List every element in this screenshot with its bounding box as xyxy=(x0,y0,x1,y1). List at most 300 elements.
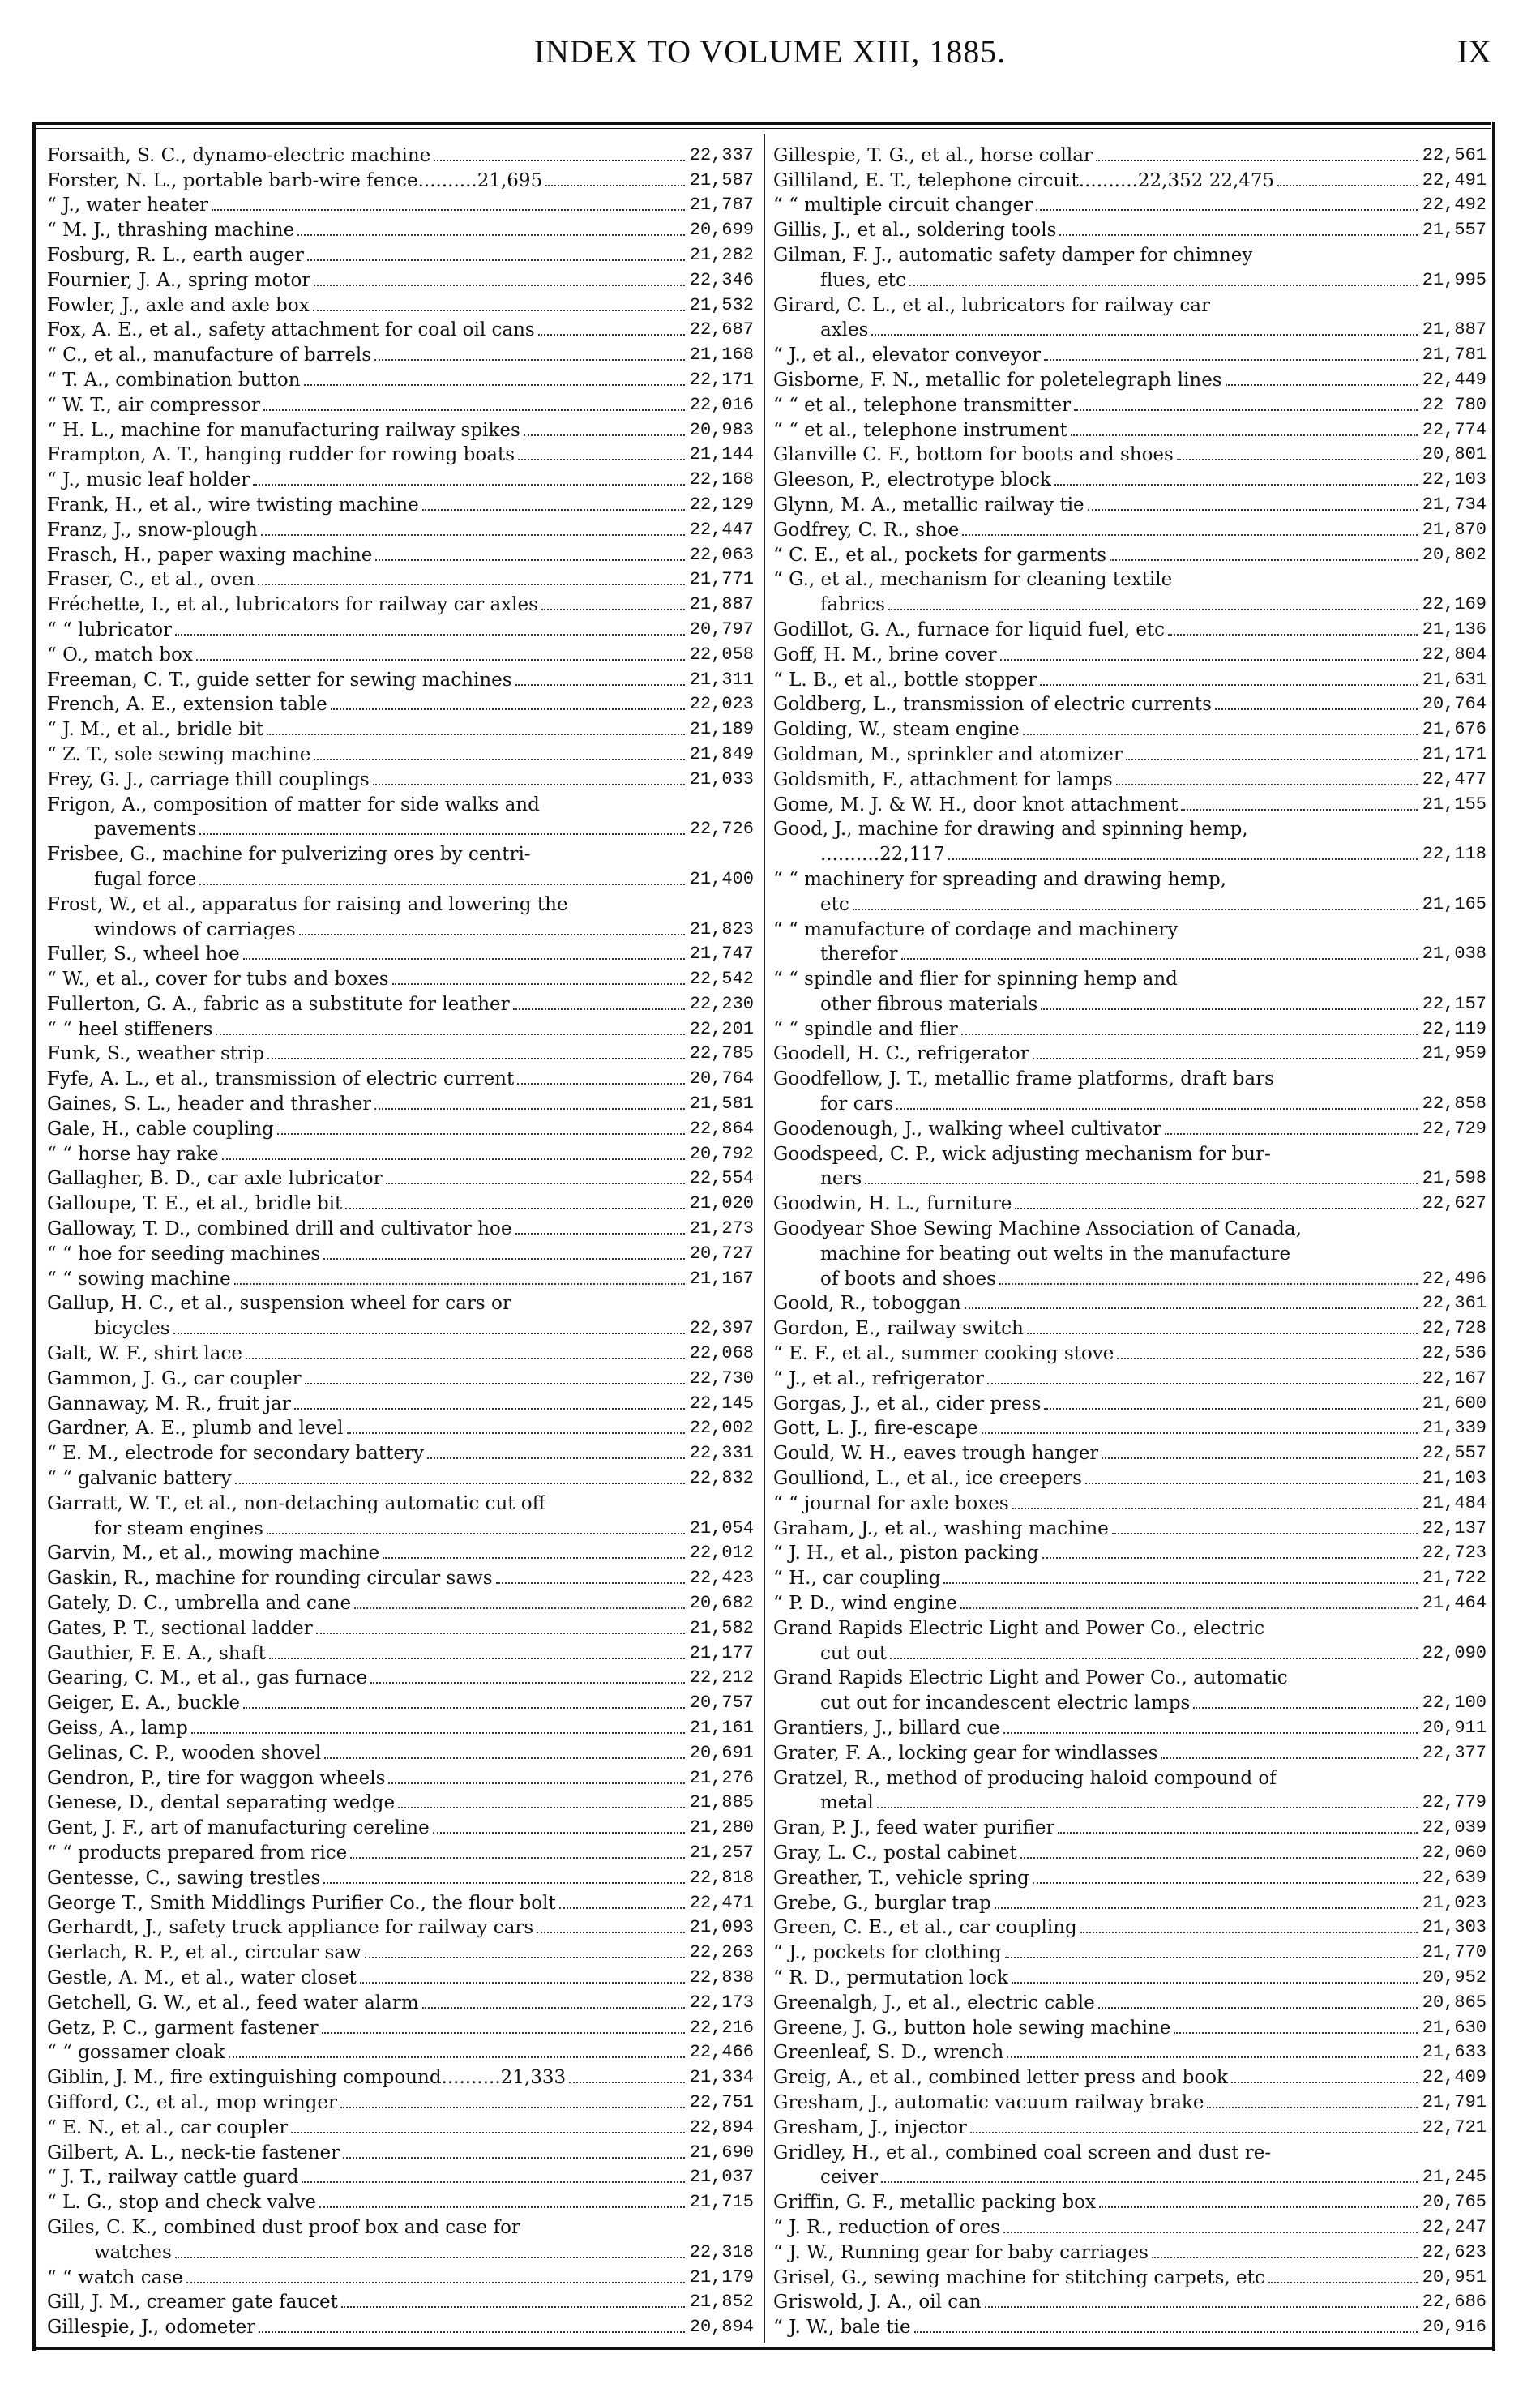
entry-text: of boots and shoes xyxy=(820,1268,996,1290)
patent-number: 22,216 xyxy=(689,2017,754,2038)
index-entry xyxy=(47,892,754,917)
index-entry xyxy=(773,942,1487,967)
index-entry xyxy=(773,1166,1487,1192)
entry-text: Getchell, G. W., et al., feed water alarm xyxy=(47,1992,419,2014)
entry-text: Greather, T., vehicle spring xyxy=(773,1867,1029,1889)
index-entry xyxy=(773,617,1487,642)
dot-leader xyxy=(1117,1358,1417,1359)
patent-number: 22 780 xyxy=(1422,394,1487,415)
patent-number: 21,598 xyxy=(1422,1168,1487,1189)
entry-text: Goulliond, L., et al., ice creepers xyxy=(773,1468,1082,1490)
entry-text: Gannaway, M. R., fruit jar xyxy=(47,1393,291,1414)
dot-leader xyxy=(1012,1508,1418,1509)
entry-text: Gillis, J., et al., soldering tools xyxy=(773,220,1057,242)
dot-leader xyxy=(1215,708,1418,710)
index-entry xyxy=(773,792,1487,817)
top-rule-thin xyxy=(32,128,1491,129)
entry-text: Graham, J., et al., washing machine xyxy=(773,1517,1109,1539)
entry-text: Garratt, W. T., et al., non-detaching automatic cut off xyxy=(47,1492,545,1514)
index-entry xyxy=(47,517,754,542)
entry-text: Galloway, T. D., combined drill and cultivator hoe xyxy=(47,1218,512,1240)
entry-text: Gilman, F. J., automatic safety damper for chimney xyxy=(773,244,1253,266)
entry-text: Gran, P. J., feed water purifier xyxy=(773,1817,1055,1839)
patent-number: 21,630 xyxy=(1422,2017,1487,2038)
entry-text: axles xyxy=(820,319,869,341)
dot-leader xyxy=(999,1283,1418,1285)
entry-text: etc xyxy=(820,893,849,915)
patent-number: 21,747 xyxy=(689,944,754,965)
patent-number: 22,129 xyxy=(689,494,754,515)
entry-text: “ “ sowing machine xyxy=(47,1268,231,1290)
patent-number: 22,726 xyxy=(689,819,754,840)
dot-leader xyxy=(1080,1932,1418,1933)
index-entry xyxy=(47,1366,754,1391)
patent-number: 21,582 xyxy=(689,1617,754,1638)
patent-number: 20,952 xyxy=(1422,1966,1487,1988)
index-entry xyxy=(773,1440,1487,1466)
index-entry xyxy=(773,1416,1487,1441)
index-entry xyxy=(773,1391,1487,1416)
page-number: IX xyxy=(1457,33,1491,70)
index-entry xyxy=(47,217,754,242)
dot-leader xyxy=(277,1133,685,1135)
entry-text: “ “ manufacture of cordage and machinery xyxy=(773,918,1179,940)
patent-number: 22,561 xyxy=(1422,144,1487,165)
patent-number: 22,818 xyxy=(689,1867,754,1888)
index-entry xyxy=(47,1990,754,2015)
index-entry xyxy=(47,1416,754,1441)
entry-text: Griswold, J. A., oil can xyxy=(773,2292,982,2313)
index-entry xyxy=(773,2290,1487,2315)
patent-number: 21,020 xyxy=(689,1193,754,1214)
index-entry xyxy=(773,1940,1487,1965)
index-entry xyxy=(47,2189,754,2215)
patent-number: 21,245 xyxy=(1422,2167,1487,2188)
dot-leader xyxy=(1085,1483,1418,1484)
dot-leader xyxy=(960,1607,1418,1609)
dot-leader xyxy=(538,334,685,336)
entry-text: Gates, P. T., sectional ladder xyxy=(47,1617,313,1639)
patent-number: 22,447 xyxy=(689,519,754,540)
dot-leader xyxy=(1059,234,1417,236)
patent-number: 21,959 xyxy=(1422,1043,1487,1064)
dot-leader xyxy=(1033,1882,1418,1884)
patent-number: 22,002 xyxy=(689,1418,754,1439)
index-entry xyxy=(47,193,754,218)
dot-leader xyxy=(267,1533,685,1534)
entry-text: “ T. A., combination button xyxy=(47,369,301,391)
entry-text: Fosburg, R. L., earth auger xyxy=(47,244,304,266)
entry-text: Gott, L. J., fire-escape xyxy=(773,1418,978,1440)
index-entry xyxy=(773,567,1487,593)
entry-text: Goodfellow, J. T., metallic frame platforms, draft bars xyxy=(773,1068,1274,1090)
top-rule xyxy=(32,122,1491,125)
index-entry xyxy=(47,1965,754,1990)
dot-leader xyxy=(1044,359,1418,361)
entry-text: Genese, D., dental separating wedge xyxy=(47,1792,396,1814)
entry-text: George T., Smith Middlings Purifier Co., the flour bolt xyxy=(47,1892,556,1914)
patent-number: 20,911 xyxy=(1422,1718,1487,1738)
index-entry xyxy=(773,642,1487,667)
patent-number: 21,823 xyxy=(689,918,754,939)
entry-text: Gearing, C. M., et al., gas furnace xyxy=(47,1667,368,1689)
dot-leader xyxy=(229,2056,685,2058)
patent-number: 22,157 xyxy=(1422,993,1487,1014)
dot-leader xyxy=(1007,2056,1417,2058)
patent-number: 21,280 xyxy=(689,1817,754,1838)
entry-text: Gillespie, J., odometer xyxy=(47,2317,256,2339)
entry-text: Fournier, J. A., spring motor xyxy=(47,269,311,291)
dot-leader xyxy=(524,434,685,436)
patent-number: 22,331 xyxy=(689,1443,754,1464)
patent-number: 22,751 xyxy=(689,2091,754,2112)
index-entry xyxy=(47,966,754,991)
entry-text: “ E. N., et al., car coupler xyxy=(47,2116,289,2138)
dot-leader xyxy=(234,1283,685,1285)
index-entry xyxy=(47,1791,754,1816)
index-entry xyxy=(773,143,1487,168)
dot-leader xyxy=(422,2007,685,2009)
patent-number: 22,119 xyxy=(1422,1018,1487,1039)
dot-leader xyxy=(434,160,685,161)
index-entry xyxy=(47,592,754,617)
entry-text: Gent, J. F., art of manufacturing cereline xyxy=(47,1817,430,1839)
dot-leader xyxy=(354,1607,685,1609)
entry-text: “ H., car coupling xyxy=(773,1568,941,1590)
patent-number: 22,774 xyxy=(1422,419,1487,440)
patent-number: 21,093 xyxy=(689,1917,754,1938)
dot-leader xyxy=(1099,2206,1418,2208)
patent-number: 21,600 xyxy=(1422,1393,1487,1414)
entry-text: Goodyear Shoe Sewing Machine Association of Canada, xyxy=(773,1218,1302,1240)
patent-number: 22,103 xyxy=(1422,469,1487,490)
dot-leader xyxy=(943,1582,1417,1584)
patent-number: 21,887 xyxy=(1422,319,1487,340)
dot-leader xyxy=(1040,684,1418,686)
entry-text: Franz, J., snow-plough xyxy=(47,519,258,541)
dot-leader xyxy=(1023,734,1418,735)
entry-text: Gelinas, C. P., wooden shovel xyxy=(47,1742,322,1764)
dot-leader xyxy=(1193,1707,1417,1709)
entry-text: flues, etc xyxy=(820,269,906,291)
patent-number: 22,377 xyxy=(1422,1742,1487,1763)
dot-leader xyxy=(370,1682,685,1684)
entry-text: “ M. J., thrashing machine xyxy=(47,220,295,242)
entry-text: Galt, W. F., shirt lace xyxy=(47,1343,242,1365)
index-entry xyxy=(47,1690,754,1715)
entry-text: Good, J., machine for drawing and spinning hemp, xyxy=(773,819,1248,841)
entry-text: Gresham, J., automatic vacuum railway brake xyxy=(773,2091,1204,2113)
dot-leader xyxy=(258,584,684,585)
entry-text: “ “ heel stiffeners xyxy=(47,1018,213,1040)
entry-text: Grand Rapids Electric Light and Power Co., electric xyxy=(773,1617,1265,1639)
patent-number: 21,257 xyxy=(689,1842,754,1863)
index-entry xyxy=(47,1541,754,1566)
patent-number: 22,779 xyxy=(1422,1792,1487,1813)
entry-text: Garvin, M., et al., mowing machine xyxy=(47,1543,380,1564)
dot-leader xyxy=(901,958,1418,960)
index-entry xyxy=(47,392,754,417)
patent-number: 21,849 xyxy=(689,743,754,764)
patent-number: 21,273 xyxy=(689,1218,754,1239)
entry-text: Gillespie, T. G., et al., horse collar xyxy=(773,144,1093,166)
index-entry xyxy=(773,1641,1487,1666)
dot-leader xyxy=(1168,634,1418,636)
entry-text: ..........22,117 xyxy=(820,844,945,866)
patent-number: 22,039 xyxy=(1422,1817,1487,1838)
entry-text: Golding, W., steam engine xyxy=(773,719,1020,741)
index-entry xyxy=(773,1815,1487,1840)
index-entry xyxy=(773,1865,1487,1890)
patent-number: 21,633 xyxy=(1422,2042,1487,2063)
entry-text: “ “ gossamer cloak xyxy=(47,2042,225,2064)
patent-number: 22,247 xyxy=(1422,2216,1487,2237)
entry-text: “ W. T., air compressor xyxy=(47,394,260,416)
index-entry xyxy=(47,2290,754,2315)
patent-number: 22,536 xyxy=(1422,1343,1487,1364)
dot-leader xyxy=(896,1108,1418,1110)
entry-text: Goold, R., toboggan xyxy=(773,1293,961,1315)
dot-leader xyxy=(267,734,685,735)
patent-number: 21,103 xyxy=(1422,1468,1487,1489)
dot-leader xyxy=(313,310,685,311)
index-entry xyxy=(773,1466,1487,1491)
entry-text: “ J. H., et al., piston packing xyxy=(773,1543,1039,1564)
patent-number: 22,477 xyxy=(1422,768,1487,790)
patent-number: 22,337 xyxy=(689,144,754,165)
index-entry xyxy=(773,467,1487,492)
dot-leader xyxy=(1074,409,1418,411)
patent-number: 22,496 xyxy=(1422,1268,1487,1289)
entry-text: Grand Rapids Electric Light and Power Co., automatic xyxy=(773,1667,1288,1689)
entry-text: Frisbee, G., machine for pulverizing ores by centri- xyxy=(47,844,531,866)
patent-number: 22,168 xyxy=(689,469,754,490)
patent-number: 20,801 xyxy=(1422,444,1487,465)
dot-leader xyxy=(343,2157,685,2159)
dot-leader xyxy=(299,934,685,935)
index-entry xyxy=(773,367,1487,392)
entry-text: Gauthier, F. E. A., shaft xyxy=(47,1642,267,1664)
entry-text: metal xyxy=(820,1792,874,1814)
dot-leader xyxy=(961,1034,1418,1035)
dot-leader xyxy=(1012,1982,1418,1984)
dot-leader xyxy=(1003,2232,1418,2233)
entry-text: Gaines, S. L., header and thrasher xyxy=(47,1093,372,1115)
dot-leader xyxy=(422,509,685,511)
patent-number: 21,781 xyxy=(1422,345,1487,366)
entry-text: “ J., music leaf holder xyxy=(47,469,250,491)
page-title: INDEX TO VOLUME XIII, 1885. xyxy=(533,33,1007,70)
dot-leader xyxy=(1044,1408,1417,1410)
patent-number: 20,865 xyxy=(1422,1992,1487,2013)
index-entry xyxy=(773,2240,1487,2265)
entry-text: “ “ et al., telephone instrument xyxy=(773,419,1067,441)
patent-number: 20,682 xyxy=(689,1593,754,1614)
index-entry xyxy=(47,1066,754,1091)
entry-text: Gordon, E., railway switch xyxy=(773,1318,1024,1340)
entry-text: “ R. D., permutation lock xyxy=(773,1966,1009,1988)
entry-text: French, A. E., extension table xyxy=(47,694,327,716)
dot-leader xyxy=(1020,1857,1418,1859)
patent-number: 22,492 xyxy=(1422,195,1487,216)
patent-number: 20,764 xyxy=(1422,694,1487,715)
patent-number: 21,887 xyxy=(689,594,754,615)
index-entry xyxy=(47,1316,754,1341)
index-entry xyxy=(773,917,1487,942)
patent-number: 21,161 xyxy=(689,1718,754,1738)
dot-leader xyxy=(1088,509,1418,511)
index-entry xyxy=(47,492,754,517)
dot-leader xyxy=(307,259,685,261)
index-entry xyxy=(773,841,1487,867)
entry-text: “ “ et al., telephone transmitter xyxy=(773,394,1072,416)
patent-number: 21,168 xyxy=(689,345,754,366)
dot-leader xyxy=(360,1982,685,1984)
dot-leader xyxy=(243,1707,685,1709)
dot-leader xyxy=(962,534,1417,536)
entry-text: Glynn, M. A., metallic railway tie xyxy=(773,494,1084,516)
index-entry xyxy=(773,193,1487,218)
entry-text: Grantiers, J., billard cue xyxy=(773,1718,1000,1739)
index-entry xyxy=(773,1116,1487,1141)
entry-text: Gendron, P., tire for waggon wheels xyxy=(47,1767,386,1789)
index-entry xyxy=(47,1491,754,1516)
patent-number: 21,676 xyxy=(1422,719,1487,740)
entry-text: Goodenough, J., walking wheel cultivator xyxy=(773,1118,1162,1140)
dot-leader xyxy=(1036,209,1418,211)
index-entry xyxy=(47,2115,754,2140)
index-entry xyxy=(773,267,1487,293)
patent-number: 22,060 xyxy=(1422,1842,1487,1863)
index-entry xyxy=(773,1765,1487,1791)
index-entry xyxy=(773,2314,1487,2339)
dot-leader xyxy=(314,759,684,760)
entry-text: Gridley, H., et al., combined coal screen and dust re- xyxy=(773,2142,1272,2163)
entry-text: Gallup, H. C., et al., suspension wheel for cars or xyxy=(47,1293,511,1315)
dot-leader xyxy=(890,1658,1418,1659)
index-entry xyxy=(773,392,1487,417)
patent-number: 20,802 xyxy=(1422,544,1487,565)
index-entry xyxy=(47,342,754,367)
patent-number: 22,639 xyxy=(1422,1867,1487,1888)
index-entry xyxy=(773,1715,1487,1740)
index-entry xyxy=(773,2090,1487,2115)
index-entry xyxy=(773,892,1487,917)
entry-text: ceiver xyxy=(820,2167,879,2189)
dot-leader xyxy=(545,185,685,186)
index-entry xyxy=(773,443,1487,468)
index-entry xyxy=(47,242,754,267)
patent-number: 22,627 xyxy=(1422,1193,1487,1214)
index-entry xyxy=(47,2065,754,2090)
patent-number: 22,832 xyxy=(689,1468,754,1489)
entry-text: Giblin, J. M., fire extinguishing compound..........21,333 xyxy=(47,2067,567,2089)
entry-text: Fraser, C., et al., oven xyxy=(47,569,255,591)
page-header xyxy=(0,32,1540,89)
entry-text: “ J. M., et al., bridle bit xyxy=(47,719,264,741)
patent-number: 22,145 xyxy=(689,1393,754,1414)
dot-leader xyxy=(541,609,685,610)
entry-text: machine for beating out welts in the manufacture xyxy=(820,1243,1291,1265)
patent-number: 22,554 xyxy=(689,1168,754,1189)
patent-number: 20,894 xyxy=(689,2317,754,2338)
bottom-rule xyxy=(32,2347,1495,2350)
entry-text: Frost, W., et al., apparatus for raising and lowering the xyxy=(47,893,568,915)
index-entry xyxy=(773,1840,1487,1865)
index-entry xyxy=(47,1341,754,1366)
index-entry xyxy=(47,2265,754,2290)
index-entry xyxy=(47,1915,754,1941)
patent-number: 22,804 xyxy=(1422,644,1487,665)
entry-text: Grater, F. A., locking gear for windlasses xyxy=(773,1742,1158,1764)
index-entry xyxy=(47,1740,754,1765)
entry-text: “ “ machinery for spreading and drawing hemp, xyxy=(773,868,1227,890)
entry-text: Gifford, C., et al., mop wringer xyxy=(47,2091,338,2113)
index-entry xyxy=(47,1715,754,1740)
patent-number: 22,858 xyxy=(1422,1093,1487,1115)
entry-text: Gisborne, F. N., metallic for poletelegraph lines xyxy=(773,369,1222,391)
dot-leader xyxy=(341,2306,685,2308)
patent-number: 21,587 xyxy=(689,169,754,190)
dot-leader xyxy=(985,2306,1418,2308)
entry-text: Fyfe, A. L., et al., transmission of electric current xyxy=(47,1068,515,1090)
dot-leader xyxy=(386,1183,685,1184)
index-entry xyxy=(773,742,1487,767)
index-entry xyxy=(47,542,754,567)
patent-number: 21,557 xyxy=(1422,220,1487,241)
dot-leader xyxy=(1071,434,1418,436)
index-entry xyxy=(47,1141,754,1166)
entry-text: Giles, C. K., combined dust proof box and case for xyxy=(47,2216,520,2238)
index-entry xyxy=(47,1765,754,1791)
index-entry xyxy=(773,2065,1487,2090)
index-entry xyxy=(47,1466,754,1491)
entry-text: Godfrey, C. R., shoe xyxy=(773,519,960,541)
entry-text: Godillot, G. A., furnace for liquid fuel, etc xyxy=(773,618,1166,640)
patent-number: 21,770 xyxy=(1422,1942,1487,1963)
index-entry xyxy=(47,143,754,168)
index-entry xyxy=(47,667,754,692)
patent-number: 22,687 xyxy=(689,319,754,340)
patent-number: 22,090 xyxy=(1422,1642,1487,1663)
patent-number: 22,318 xyxy=(689,2241,754,2262)
index-entry xyxy=(773,1291,1487,1316)
dot-leader xyxy=(517,1083,685,1085)
entry-text: fugal force xyxy=(94,868,197,890)
patent-number: 21,171 xyxy=(1422,743,1487,764)
entry-text: Gaskin, R., machine for rounding circular saws xyxy=(47,1568,493,1590)
dot-leader xyxy=(888,609,1418,610)
dot-leader xyxy=(1116,784,1418,785)
index-entry xyxy=(773,1990,1487,2015)
entry-text: Gould, W. H., eaves trough hanger xyxy=(773,1443,1099,1465)
dot-leader xyxy=(1041,1008,1418,1010)
entry-text: Freeman, C. T., guide setter for sewing machines xyxy=(47,669,512,691)
index-entry xyxy=(773,1791,1487,1816)
entry-text: pavements xyxy=(94,819,197,841)
entry-text: Gately, D. C., umbrella and cane xyxy=(47,1593,352,1615)
index-entry xyxy=(773,2140,1487,2165)
entry-text: “ J., water heater xyxy=(47,195,208,216)
entry-text: Gleeson, P., electrotype block xyxy=(773,469,1051,491)
index-entry xyxy=(773,542,1487,567)
entry-text: Gentesse, C., sawing trestles xyxy=(47,1867,321,1889)
dot-leader xyxy=(1165,1133,1418,1135)
entry-text: Gorgas, J., et al., cider press xyxy=(773,1393,1042,1414)
index-entry xyxy=(773,2165,1487,2190)
patent-number: 21,054 xyxy=(689,1517,754,1539)
dot-leader xyxy=(1015,1208,1417,1209)
